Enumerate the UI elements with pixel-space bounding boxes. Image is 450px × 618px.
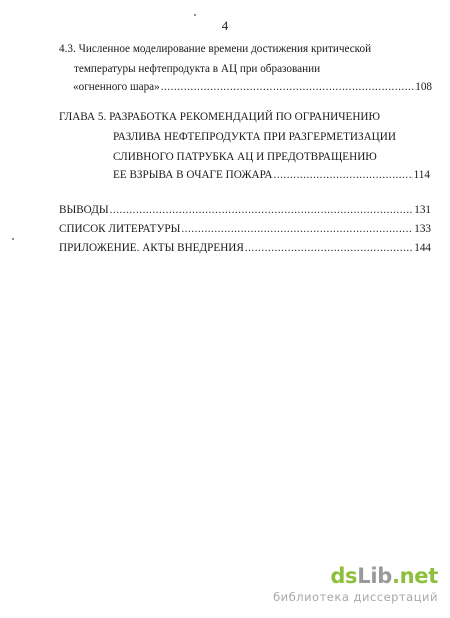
toc-page-number: 144 — [414, 242, 431, 254]
watermark-logo-lib: Lib — [357, 564, 392, 588]
toc-entry-appendix — [59, 241, 431, 255]
watermark-subtitle: библиотека диссертаций — [273, 590, 438, 604]
toc-page-number: 114 — [413, 169, 430, 181]
toc-leader-dots — [161, 80, 414, 94]
toc-chapter-5-line-4 — [113, 168, 430, 182]
watermark — [273, 565, 438, 604]
toc-leader-dots — [274, 168, 413, 182]
toc-entry-4-3-line-2: температуры нефтепродукта в АЦ при образовании — [74, 63, 321, 75]
toc-chapter-5-line-1: ГЛАВА 5. РАЗРАБОТКА РЕКОМЕНДАЦИЙ ПО ОГРАНИЧЕНИЮ — [59, 111, 380, 123]
toc-entry-label: ЕЕ ВЗРЫВА В ОЧАГЕ ПОЖАРА — [113, 169, 273, 181]
toc-entry-label: ПРИЛОЖЕНИЕ. АКТЫ ВНЕДРЕНИЯ — [59, 242, 244, 254]
toc-leader-dots — [181, 222, 413, 236]
toc-entry-label: «огненного шара» — [73, 81, 160, 93]
toc-leader-dots — [245, 241, 413, 255]
toc-page-number: 131 — [414, 204, 431, 216]
toc-entry-4-3-line-1: 4.3. Численное моделирование времени достижения критической — [59, 43, 372, 55]
page-number: 4 — [221, 18, 229, 33]
toc-entry-references — [59, 222, 431, 236]
toc-page-number: 108 — [415, 81, 432, 93]
toc-chapter-5-line-3: СЛИВНОГО ПАТРУБКА АЦ И ПРЕДОТВРАЩЕНИЮ — [113, 151, 377, 163]
scan-speck — [194, 14, 196, 16]
toc-entry-label: СПИСОК ЛИТЕРАТУРЫ — [59, 223, 181, 235]
toc-entry-4-3-line-3 — [73, 80, 432, 94]
watermark-logo — [273, 565, 438, 587]
toc-entry-conclusions — [59, 203, 431, 217]
watermark-logo-ds: ds — [330, 564, 358, 588]
watermark-logo-net: .net — [391, 564, 438, 588]
scan-speck — [12, 238, 14, 240]
toc-entry-label: ВЫВОДЫ — [59, 204, 109, 216]
toc-page-number: 133 — [414, 223, 431, 235]
toc-leader-dots — [110, 203, 414, 217]
toc-chapter-5-line-2: РАЗЛИВА НЕФТЕПРОДУКТА ПРИ РАЗГЕРМЕТИЗАЦИИ — [113, 131, 396, 143]
